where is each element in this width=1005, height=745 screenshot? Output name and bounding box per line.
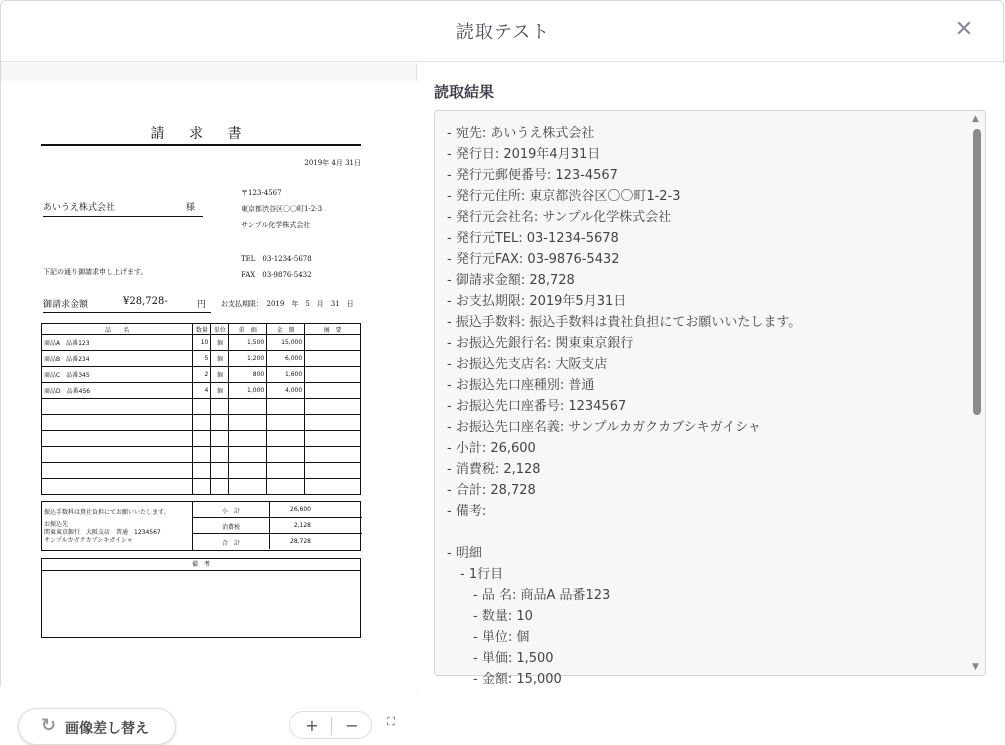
summary-block [192,502,362,550]
memo-cell [305,367,361,383]
bank-info [44,521,161,545]
price-cell [229,447,267,463]
amount-label: 御請求金額 [43,297,211,313]
amount-value: ¥28,728- [123,296,168,307]
invoice-row [42,431,361,447]
subtotal-label: 小 計 [221,508,240,515]
result-line: - 発行元TEL: 03-1234-5678 [447,231,619,246]
item-name-cell [42,415,193,431]
col-price: 単 価 [229,324,267,335]
invoice-recipient [43,200,203,217]
items-table-body [42,335,361,495]
item-name-cell: 商品A 品番123 [42,335,193,351]
replace-image-label: 画像差し替え [65,721,149,737]
unit-cell [211,479,229,495]
issuer-tel: TEL 03-1234-5678 [241,255,312,263]
invoice-row [42,383,361,399]
tax-label: 消費税 [221,524,240,531]
unit-cell [211,447,229,463]
zoom-controls [289,711,372,739]
amount-suffix: 円 [197,300,207,310]
price-cell [229,399,267,415]
item-name-cell [42,463,193,479]
issuer-block [241,185,322,233]
title-rule [41,144,361,146]
issuer-company: サンプル化学株式会社 [241,221,311,229]
result-line: - 単位: 個 [447,630,530,645]
issuer-fax: FAX 03-9876-5432 [241,271,312,279]
invoice-row [42,447,361,463]
price-cell [229,463,267,479]
qty-cell: 2 [193,367,211,383]
recipient-suffix: 様 [185,203,195,213]
amount-cell: 6,000 [267,351,305,367]
memo-cell [305,351,361,367]
scrollbar-thumb[interactable] [973,129,981,415]
modal-title: 読取テスト [455,22,551,43]
amount-cell [267,463,305,479]
item-name-cell [42,447,193,463]
result-line: - 小計: 26,600 [447,441,536,456]
zoom-in-button[interactable]: + [305,716,319,735]
result-line: - お振込先支店名: 大阪支店 [447,357,608,372]
modal-header [1,1,1005,62]
result-pane [418,63,1005,691]
result-line: - 明細 [447,546,482,561]
result-line: - 単価: 1,500 [447,651,554,666]
memo-cell [305,415,361,431]
amount-cell: 1,600 [267,367,305,383]
invoice-title: 請 求 書 [150,126,252,142]
memo-cell [305,463,361,479]
zoom-out-button[interactable]: − [345,716,359,735]
result-line: - 1行目 [447,567,504,582]
item-name-cell: 商品D 品番456 [42,383,193,399]
col-memo: 摘 要 [305,324,361,335]
bank-line: 関東東京銀行 大阪支店 普通 1234567 [44,529,161,536]
qty-cell: 4 [193,383,211,399]
total-value: 28,728 [269,534,311,549]
memo-cell [305,479,361,495]
amount-cell [267,447,305,463]
image-preview-pane [1,63,417,737]
unit-cell: 個 [211,383,229,399]
col-unit: 単位 [211,324,229,335]
item-name-cell [42,479,193,495]
unit-cell: 個 [211,351,229,367]
amount-cell [267,399,305,415]
remarks-header: 備 考 [42,559,360,571]
memo-cell [305,431,361,447]
result-line: - お振込先銀行名: 関東東京銀行 [447,336,634,351]
price-cell: 1,200 [229,351,267,367]
scroll-down-arrow-icon[interactable]: ▼ [972,662,979,672]
result-line: - 品 名: 商品A 品番123 [447,588,611,603]
qty-cell [193,447,211,463]
bank-line: サンプルカガクカブシキガイシャ [44,537,133,544]
invoice-row [42,415,361,431]
qty-cell [193,463,211,479]
invoice-footer [41,501,361,551]
result-line: - 発行元郵便番号: 123-4567 [447,168,618,183]
invoice-row [42,479,361,495]
result-line: - 発行元住所: 東京都渋谷区〇〇町1-2-3 [447,189,681,204]
amount-cell: 4,000 [267,383,305,399]
tax-row [192,518,362,534]
invoice-row [42,335,361,351]
result-line: - 発行元会社名: サンプル化学株式会社 [447,210,672,225]
result-line: - お振込先口座種別: 普通 [447,378,595,393]
total-label: 合 計 [221,540,240,547]
tax-value: 2,128 [269,518,311,533]
qty-cell [193,479,211,495]
price-cell [229,479,267,495]
unit-cell [211,415,229,431]
unit-cell [211,399,229,415]
result-line: - 金額: 15,000 [447,672,562,687]
result-line: - お振込先口座名義: サンプルカガクカブシキガイシャ [447,420,761,435]
scroll-up-arrow-icon[interactable]: ▲ [972,114,979,124]
qty-cell: 5 [193,351,211,367]
qty-cell: 10 [193,335,211,351]
invoice-row [42,351,361,367]
close-icon[interactable]: ✕ [954,17,974,42]
unit-cell [211,431,229,447]
result-line: - 備考: [447,504,487,519]
refresh-icon: ↻ [41,715,57,736]
result-line: - 御請求金額: 28,728 [447,273,575,288]
result-line: - 消費税: 2,128 [447,462,541,477]
amount-cell [267,479,305,495]
item-name-cell: 商品C 品番345 [42,367,193,383]
contact-block [241,251,312,283]
due-date: お支払期限： 2019 年 5 月 31 日 [221,300,354,308]
price-cell: 800 [229,367,267,383]
result-line: - お振込先口座番号: 1234567 [447,399,627,414]
price-cell [229,415,267,431]
invoice-date: 2019年 4月 31日 [304,159,361,167]
invoice-row [42,367,361,383]
memo-cell [305,447,361,463]
issuer-postal: 〒123-4567 [241,189,282,197]
unit-cell [211,463,229,479]
fee-note: 振込手数料は貴社負担にてお願いいたします。 [44,509,170,516]
result-line: - 発行日: 2019年4月31日 [447,147,601,162]
qty-cell [193,431,211,447]
result-heading: 読取結果 [434,83,495,101]
result-line: - 合計: 28,728 [447,483,536,498]
replace-image-button[interactable] [18,708,176,745]
memo-cell [305,335,361,351]
fullscreen-icon[interactable]: ⛶ [387,715,395,728]
remarks-box [41,558,361,638]
qty-cell [193,415,211,431]
amount-cell [267,431,305,447]
amount-cell [267,415,305,431]
result-line: - 発行元FAX: 03-9876-5432 [447,252,620,267]
price-cell: 1,500 [229,335,267,351]
item-name-cell: 商品B 品番234 [42,351,193,367]
result-line: - 振込手数料: 振込手数料は貴社負担にてお願いいたします。 [447,315,802,330]
amount-cell: 15,000 [267,335,305,351]
memo-cell [305,399,361,415]
memo-cell [305,383,361,399]
items-table [41,323,361,495]
price-cell: 1,000 [229,383,267,399]
qty-cell [193,399,211,415]
recipient-name: あいうえ株式会社 [43,203,116,213]
issuer-address: 東京都渋谷区〇〇町1-2-3 [241,205,323,213]
unit-cell: 個 [211,335,229,351]
result-line [447,522,967,543]
result-line: - 数量: 10 [447,609,533,624]
col-qty: 数量 [193,324,211,335]
invoice-image [1,81,417,731]
result-line: - 宛先: あいうえ株式会社 [447,126,595,141]
price-cell [229,431,267,447]
invoice-intro: 下記の通り御請求申し上げます。 [43,268,148,276]
invoice-row [42,463,361,479]
bank-line: お振込先 [44,521,69,528]
col-amount: 金 額 [267,324,305,335]
result-lines [447,123,967,690]
subtotal-row [192,502,362,518]
item-name-cell [42,399,193,415]
result-textbox[interactable] [434,110,986,687]
total-row [192,534,362,550]
result-line: - お支払期限: 2019年5月31日 [447,294,627,309]
col-item-name: 品 名 [42,324,193,335]
subtotal-value: 26,600 [269,502,311,517]
unit-cell: 個 [211,367,229,383]
item-name-cell [42,431,193,447]
invoice-row [42,399,361,415]
